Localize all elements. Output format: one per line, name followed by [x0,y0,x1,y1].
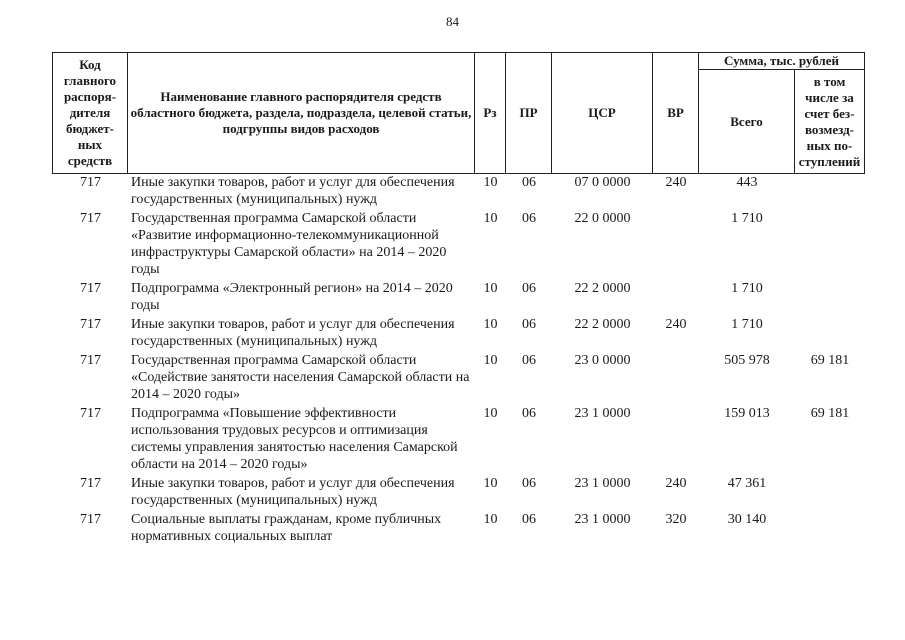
total-cell: 1 710 [731,281,763,296]
code-cell: 717 [80,281,101,296]
header-csr: ЦСР [552,53,653,174]
gratuitous-cell: 69 181 [810,353,850,368]
table-row [53,473,865,509]
code-cell: 717 [80,211,101,226]
table-row [53,278,865,314]
pr-cell: 06 [522,476,536,491]
header-gratuitous: в том числе за счет без-возмезд-ных по-ступлений [795,70,865,174]
table-row [53,350,865,403]
csr-cell: 07 0 0000 [574,175,631,190]
csr-cell: 23 1 0000 [574,512,631,527]
budget-table [52,52,865,545]
gratuitous-cell [795,509,865,545]
pr-cell: 06 [522,317,536,332]
name-cell: Иные закупки товаров, работ и услуг для обеспечения государственных (муниципальных) нужд [131,476,455,508]
total-cell: 1 710 [731,211,763,226]
header-rz: Рз [475,53,506,174]
csr-cell: 23 1 0000 [574,476,631,491]
pr-cell: 06 [522,512,536,527]
vr-cell [653,350,699,403]
header-total: Всего [699,70,795,174]
total-cell: 443 [736,175,758,190]
header-code: Код главного распоря-дителя бюджет-ных средств [53,53,128,174]
name-cell: Иные закупки товаров, работ и услуг для обеспечения государственных (муниципальных) нужд [131,317,455,349]
gratuitous-cell [795,174,865,209]
csr-cell: 23 1 0000 [574,406,631,421]
vr-cell [653,208,699,278]
code-cell: 717 [80,317,101,332]
rz-cell: 10 [483,353,498,368]
vr-cell [653,403,699,473]
table-row [53,403,865,473]
page-number: 84 [446,14,459,29]
vr-cell: 320 [665,512,687,527]
header-vr: ВР [653,53,699,174]
code-cell: 717 [80,406,101,421]
code-cell: 717 [80,512,101,527]
csr-cell: 22 0 0000 [574,211,631,226]
vr-cell: 240 [665,476,687,491]
csr-cell: 23 0 0000 [574,353,631,368]
pr-cell: 06 [522,353,536,368]
pr-cell: 06 [522,406,536,421]
rz-cell: 10 [483,317,498,332]
total-cell: 47 361 [727,476,767,491]
name-cell: Социальные выплаты гражданам, кроме публичных нормативных социальных выплат [131,512,442,544]
vr-cell: 240 [665,317,687,332]
gratuitous-cell [795,473,865,509]
table-row [53,509,865,545]
name-cell: Государственная программа Самарской области «Содействие занятости населения Самарской области на 2014 – 2020 годы» [131,353,470,402]
header-pr: ПР [506,53,552,174]
pr-cell: 06 [522,211,536,226]
gratuitous-cell [795,208,865,278]
total-cell: 505 978 [724,353,770,368]
header-sum-group: Сумма, тыс. рублей [699,53,865,70]
rz-cell: 10 [483,476,498,491]
vr-cell [653,278,699,314]
csr-cell: 22 2 0000 [574,281,631,296]
rz-cell: 10 [483,211,498,226]
code-cell: 717 [80,175,101,190]
total-cell: 30 140 [727,512,767,527]
total-cell: 159 013 [724,406,770,421]
name-cell: Подпрограмма «Повышение эффективности использования трудовых ресурсов и оптимизация системы управления занятостью населения Самарской области на 2014 – 2020 годы» [131,406,458,472]
table-row [53,174,865,209]
rz-cell: 10 [483,406,498,421]
rz-cell: 10 [483,512,498,527]
gratuitous-cell: 69 181 [810,406,850,421]
name-cell: Подпрограмма «Электронный регион» на 2014 – 2020 годы [131,281,453,313]
gratuitous-cell [795,314,865,350]
table-row [53,314,865,350]
gratuitous-cell [795,278,865,314]
rz-cell: 10 [483,281,498,296]
rz-cell: 10 [483,175,498,190]
budget-rows [53,174,865,546]
name-cell: Государственная программа Самарской области «Развитие информационно-телекоммуникационной инфраструктуры Самарской области» на 2014 – 2020 годы [131,211,447,277]
vr-cell: 240 [665,175,687,190]
code-cell: 717 [80,476,101,491]
name-cell: Иные закупки товаров, работ и услуг для обеспечения государственных (муниципальных) нужд [131,175,455,207]
header-name: Наименование главного распорядителя средств областного бюджета, раздела, подраздела, целевой статьи, подгруппы видов расходов [128,53,475,174]
pr-cell: 06 [522,175,536,190]
csr-cell: 22 2 0000 [574,317,631,332]
pr-cell: 06 [522,281,536,296]
code-cell: 717 [80,353,101,368]
table-row [53,208,865,278]
total-cell: 1 710 [731,317,763,332]
